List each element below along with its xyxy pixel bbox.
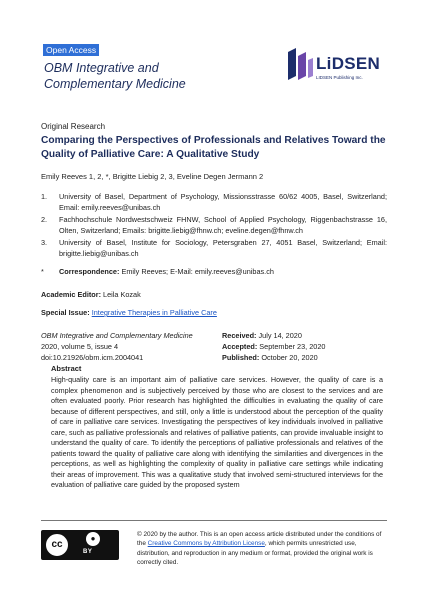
- received-label: Received:: [222, 331, 257, 340]
- abstract-text: High-quality care is an important aim of palliative care services. However, the quality of care is a complex phenomenon and is subjectively perceived by those who are closest to the services and are often evaluated poorly. Prior research has highlighted the difficulties in evaluating the quality of care because of different perspectives, and still, only a little is understood about the perception of the quality of care in palliative care services. Investigating the perspectives of key individuals involved in palliative care, such as palliative professionals and relatives of palliative patients, can provide invaluable insight to understand the quality of care. To identify the perceptions of palliative professionals and relatives of the patients toward the quality of palliative care along with identifying the similarities and divergences in the perceptions, as well as highlighting the complexity of quality in palliative care settings while indicating their areas of improvement. This was a qualitative study that involved semi-structured interviews for the evaluation of palliative care guided by the proposed system: [51, 375, 383, 490]
- published-date: [222, 352, 325, 363]
- affiliation-list: [41, 192, 387, 261]
- license-divider: [41, 520, 387, 521]
- accepted-label: Accepted:: [222, 342, 258, 351]
- academic-editor: [41, 290, 141, 299]
- author-list: Emily Reeves 1, 2, *, Brigitte Liebig 2, 3, Eveline Degen Jermann 2: [41, 172, 264, 181]
- license-statement: [137, 530, 387, 567]
- citation-info: [41, 330, 193, 363]
- journal-title-line2: Complementary Medicine: [44, 77, 186, 91]
- person-icon: ●: [86, 532, 100, 546]
- affiliation-number: 3.: [41, 238, 48, 247]
- abstract-heading: Abstract: [51, 364, 82, 373]
- academic-editor-name: Leila Kozak: [101, 290, 141, 299]
- cc-icon: cc: [45, 533, 69, 557]
- affiliation-number: 1.: [41, 192, 48, 201]
- cc-by-label: BY: [83, 549, 93, 555]
- license-link[interactable]: Creative Commons by Attribution License: [147, 540, 265, 548]
- publisher-logo-icon: [286, 46, 314, 84]
- affiliation-number: 2.: [41, 215, 48, 224]
- affiliation-item: [41, 238, 387, 259]
- special-issue-link[interactable]: Integrative Therapies in Palliative Care: [91, 308, 217, 317]
- correspondence-label: Correspondence:: [59, 267, 120, 276]
- affiliation-item: [41, 192, 387, 213]
- license-text-after: , which permits unrestricted use, distribution, and reproduction in any medium or format, provided the original work is correctly cited.: [137, 540, 373, 566]
- publisher-logo-subtitle: LIDSEN Publishing Inc.: [316, 75, 363, 80]
- publication-dates: [222, 330, 325, 363]
- publisher-logo: [286, 44, 384, 90]
- affiliation-item: [41, 215, 387, 236]
- journal-title: [44, 60, 274, 92]
- citation-doi: doi:10.21926/obm.icm.2004041: [41, 353, 144, 362]
- correspondence: [41, 267, 274, 276]
- affiliation-text: University of Basel, Department of Psychology, Missionsstrasse 60/62 4005, Basel, Switzerland; Email: emily.reeves@unibas.ch: [59, 192, 387, 212]
- received-date: [222, 330, 325, 341]
- accepted-value: September 23, 2020: [257, 342, 326, 351]
- accepted-date: [222, 341, 325, 352]
- special-issue: [41, 308, 217, 317]
- open-access-badge: Open Access: [43, 44, 99, 56]
- journal-title-line1: OBM Integrative and: [44, 61, 159, 75]
- affiliation-text: University of Basel, Institute for Sociology, Petersgraben 27, 4051 Basel, Switzerland; Email: brigitte.liebig@unibas.ch: [59, 238, 387, 258]
- license-text-before: © 2020 by the author. This is an open access article distributed under the conditions of the: [137, 531, 382, 548]
- correspondence-text: Emily Reeves; E-Mail: emily.reeves@unibas.ch: [119, 267, 274, 276]
- published-value: October 20, 2020: [259, 353, 318, 362]
- cc-by-license-logo: [41, 530, 119, 560]
- citation-volume: 2020, volume 5, issue 4: [41, 342, 119, 351]
- academic-editor-label: Academic Editor:: [41, 290, 102, 299]
- affiliation-text: Fachhochschule Nordwestschweiz FHNW, School of Applied Psychology, Riggenbachstrasse 16, Olten, Switzerland; Emails: brigitte.liebig@fhnw.ch; eveline.degen@fhnw.ch: [59, 215, 387, 235]
- special-issue-label: Special Issue:: [41, 308, 90, 317]
- citation-journal: OBM Integrative and Complementary Medicine: [41, 331, 193, 340]
- published-label: Published:: [222, 353, 260, 362]
- article-type: Original Research: [41, 122, 106, 131]
- article-title: Comparing the Perspectives of Professionals and Relatives Toward the Quality of Palliative Care: A Qualitative Study: [41, 135, 386, 160]
- correspondence-star: *: [41, 267, 44, 276]
- publisher-logo-word: LiDSEN: [316, 54, 381, 73]
- received-value: July 14, 2020: [256, 331, 302, 340]
